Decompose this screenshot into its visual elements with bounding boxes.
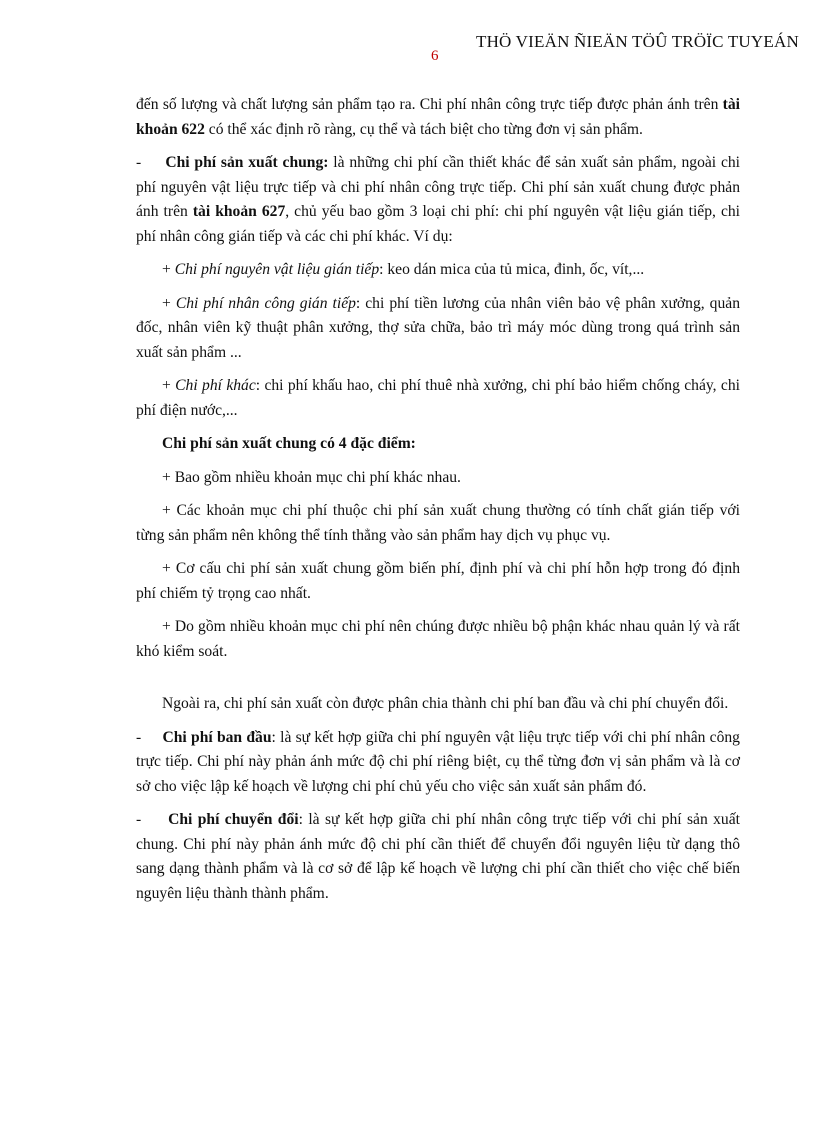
characteristic-2: + Các khoản mục chi phí thuộc chi phí sản xuất chung thường có tính chất gián tiếp với từng sản phẩm nên không thể tính thẳng vào sản phẩm hay dịch vụ phục vụ. xyxy=(136,502,740,544)
term-conversion-cost: Chi phí chuyển đổi xyxy=(168,811,299,828)
document-body xyxy=(136,93,740,906)
account-627: tài khoản 627 xyxy=(192,203,286,220)
heading-four-characteristics: Chi phí sản xuất chung có 4 đặc điểm: xyxy=(162,435,416,452)
example-other-costs: + Chi phí khác: chi phí khấu hao, chi phí thuê nhà xưởng, chi phí bảo hiểm chống cháy, chi phí điện nước,... xyxy=(136,377,740,419)
page-number: 6 xyxy=(431,48,439,64)
characteristic-4: + Do gồm nhiều khoản mục chi phí nên chúng được nhiều bộ phận khác nhau quản lý và rất khó kiểm soát. xyxy=(136,618,740,660)
characteristic-1: + Bao gồm nhiều khoản mục chi phí khác nhau. xyxy=(162,468,461,486)
example-indirect-labor: + Chi phí nhân công gián tiếp: chi phí tiền lương của nhân viên bảo vệ phân xưởng, quản đốc, nhân viên kỹ thuật phân xưởng, thợ sửa chữa, bảo trì máy móc dùng trong quá trình sản xuất sản phẩm ... xyxy=(136,294,740,361)
account-622: tài khoản 622 xyxy=(136,96,740,138)
paragraph-direct-labor-cont: đến số lượng và chất lượng sản phẩm tạo ra. Chi phí nhân công trực tiếp được phản ánh trên tài khoản 622 có thể xác định rõ ràng, cụ thể và tách biệt cho từng đơn vị sản phẩm. xyxy=(136,96,740,138)
example-indirect-materials: + Chi phí nguyên vật liệu gián tiếp: keo dán mica của tủ mica, đinh, ốc, vít,... xyxy=(162,261,645,278)
paragraph-classification: Ngoài ra, chi phí sản xuất còn được phân chia thành chi phí ban đầu và chi phí chuyển đổi. xyxy=(162,695,729,712)
page-header-title: THÖ VIEÄN ÑIEÄN TÖÛ TRÖÏC TUYEÁN xyxy=(476,32,799,51)
paragraph-overhead: - Chi phí sản xuất chung: là những chi phí cần thiết khác để sản xuất sản phẩm, ngoài chi phí nguyên vật liệu trực tiếp và chi phí nhân công trực tiếp. Chi phí sản xuất chung được phản ánh trên tài khoản 627, chủ yếu bao gồm 3 loại chi phí: chi phí nguyên vật liệu gián tiếp, chi phí nhân công gián tiếp và các chi phí khác. Ví dụ: xyxy=(136,154,741,245)
paragraph-prime-cost: - Chi phí ban đầu: là sự kết hợp giữa chi phí nguyên vật liệu trực tiếp với chi phí nhân công trực tiếp. Chi phí này phản ánh mức độ chi phí riêng biệt, cụ thể từng đơn vị sản phẩm và là cơ sở cho việc lập kế hoạch về lượng chi phí chủ yếu cho việc sản xuất sản phẩm đó. xyxy=(136,728,740,795)
characteristic-3: + Cơ cấu chi phí sản xuất chung gồm biến phí, định phí và chi phí hỗn hợp trong đó định phí chiếm tỷ trọng cao nhất. xyxy=(136,560,740,602)
term-prime-cost: Chi phí ban đầu xyxy=(162,728,272,746)
term-overhead: Chi phí sản xuất chung: xyxy=(165,154,329,171)
paragraph-conversion-cost: - Chi phí chuyển đổi: là sự kết hợp giữa chi phí nhân công trực tiếp với chi phí sản xuất chung. Chi phí này phản ánh mức độ chi phí cần thiết để chuyển đổi nguyên liệu từ dạng thô sang dạng thành phẩm và là cơ sở để lập kế hoạch về lượng chi phí cần thiết cho việc chế biến nguyên liệu thành thành phẩm. xyxy=(136,811,740,902)
